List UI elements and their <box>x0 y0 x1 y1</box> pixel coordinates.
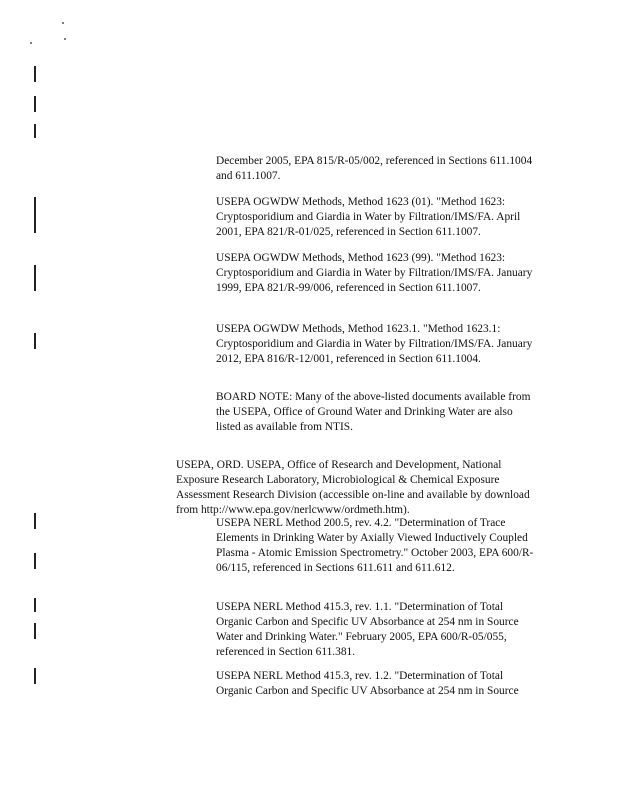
reference-entry <box>216 322 536 367</box>
reference-text: USEPA OGWDW Methods, Method 1623 (99). "Method 1623: Cryptosporidium and Giardia in Water by Filtration/IMS/FA. January 1999, EPA 821/R-99/006, referenced in Section 611.1007. <box>216 252 533 294</box>
board-note <box>216 390 536 435</box>
reference-heading-text: USEPA, ORD. USEPA, Office of Research and Development, National Exposure Research Laboratory, Microbiological & Chemical Exposure Assessment Research Division (accessible on-line and available by download from http://www.epa.gov/nerlcwww/ordmeth.htm). <box>176 459 530 517</box>
reference-text: December 2005, EPA 815/R-05/002, referenced in Sections 611.1004 and 611.1007. <box>216 155 533 182</box>
revision-bar <box>34 513 36 529</box>
revision-bar <box>34 668 36 684</box>
scan-speck <box>62 22 64 24</box>
revision-bar <box>34 265 36 291</box>
reference-entry <box>216 669 536 699</box>
scan-speck <box>64 38 66 40</box>
reference-text: USEPA OGWDW Methods, Method 1623 (01). "Method 1623: Cryptosporidium and Giardia in Water by Filtration/IMS/FA. April 2001, EPA 821/R-01/025, referenced in Section 611.1007. <box>216 196 521 238</box>
revision-bar <box>34 124 36 138</box>
reference-entry <box>216 600 536 660</box>
reference-entry <box>216 251 536 296</box>
scan-speck <box>30 42 32 44</box>
reference-text: USEPA OGWDW Methods, Method 1623.1. "Method 1623.1: Cryptosporidium and Giardia in Water by Filtration/IMS/FA. January 2012, EPA 816/R-12/001, referenced in Section 611.1004. <box>216 323 533 365</box>
revision-bar <box>34 197 36 233</box>
revision-bar <box>34 623 36 639</box>
board-note-text: BOARD NOTE: Many of the above-listed documents available from the USEPA, Office of Ground Water and Drinking Water are also listed as available from NTIS. <box>216 391 531 433</box>
reference-text: USEPA NERL Method 415.3, rev. 1.1. "Determination of Total Organic Carbon and Specific UV Absorbance at 254 nm in Source Water and Drinking Water." February 2005, EPA 600/R-05/055, referenced in Section 611.381. <box>216 601 519 658</box>
reference-entry <box>216 154 536 184</box>
reference-entry <box>216 516 536 576</box>
reference-text: USEPA NERL Method 200.5, rev. 4.2. "Determination of Trace Elements in Drinking Water by Axially Viewed Inductively Coupled Plasma - Atomic Emission Spectrometry." October 2003, EPA 600/R-06/115, referenced in Sections 611.611 and 611.612. <box>216 517 534 574</box>
revision-bar <box>34 553 36 569</box>
revision-bar <box>34 333 36 349</box>
revision-bar <box>34 66 36 82</box>
revision-bar <box>34 96 36 112</box>
reference-text: USEPA NERL Method 415.3, rev. 1.2. "Determination of Total Organic Carbon and Specific UV Absorbance at 254 nm in Source <box>216 670 519 697</box>
revision-bar <box>34 598 36 612</box>
reference-entry <box>216 195 536 240</box>
